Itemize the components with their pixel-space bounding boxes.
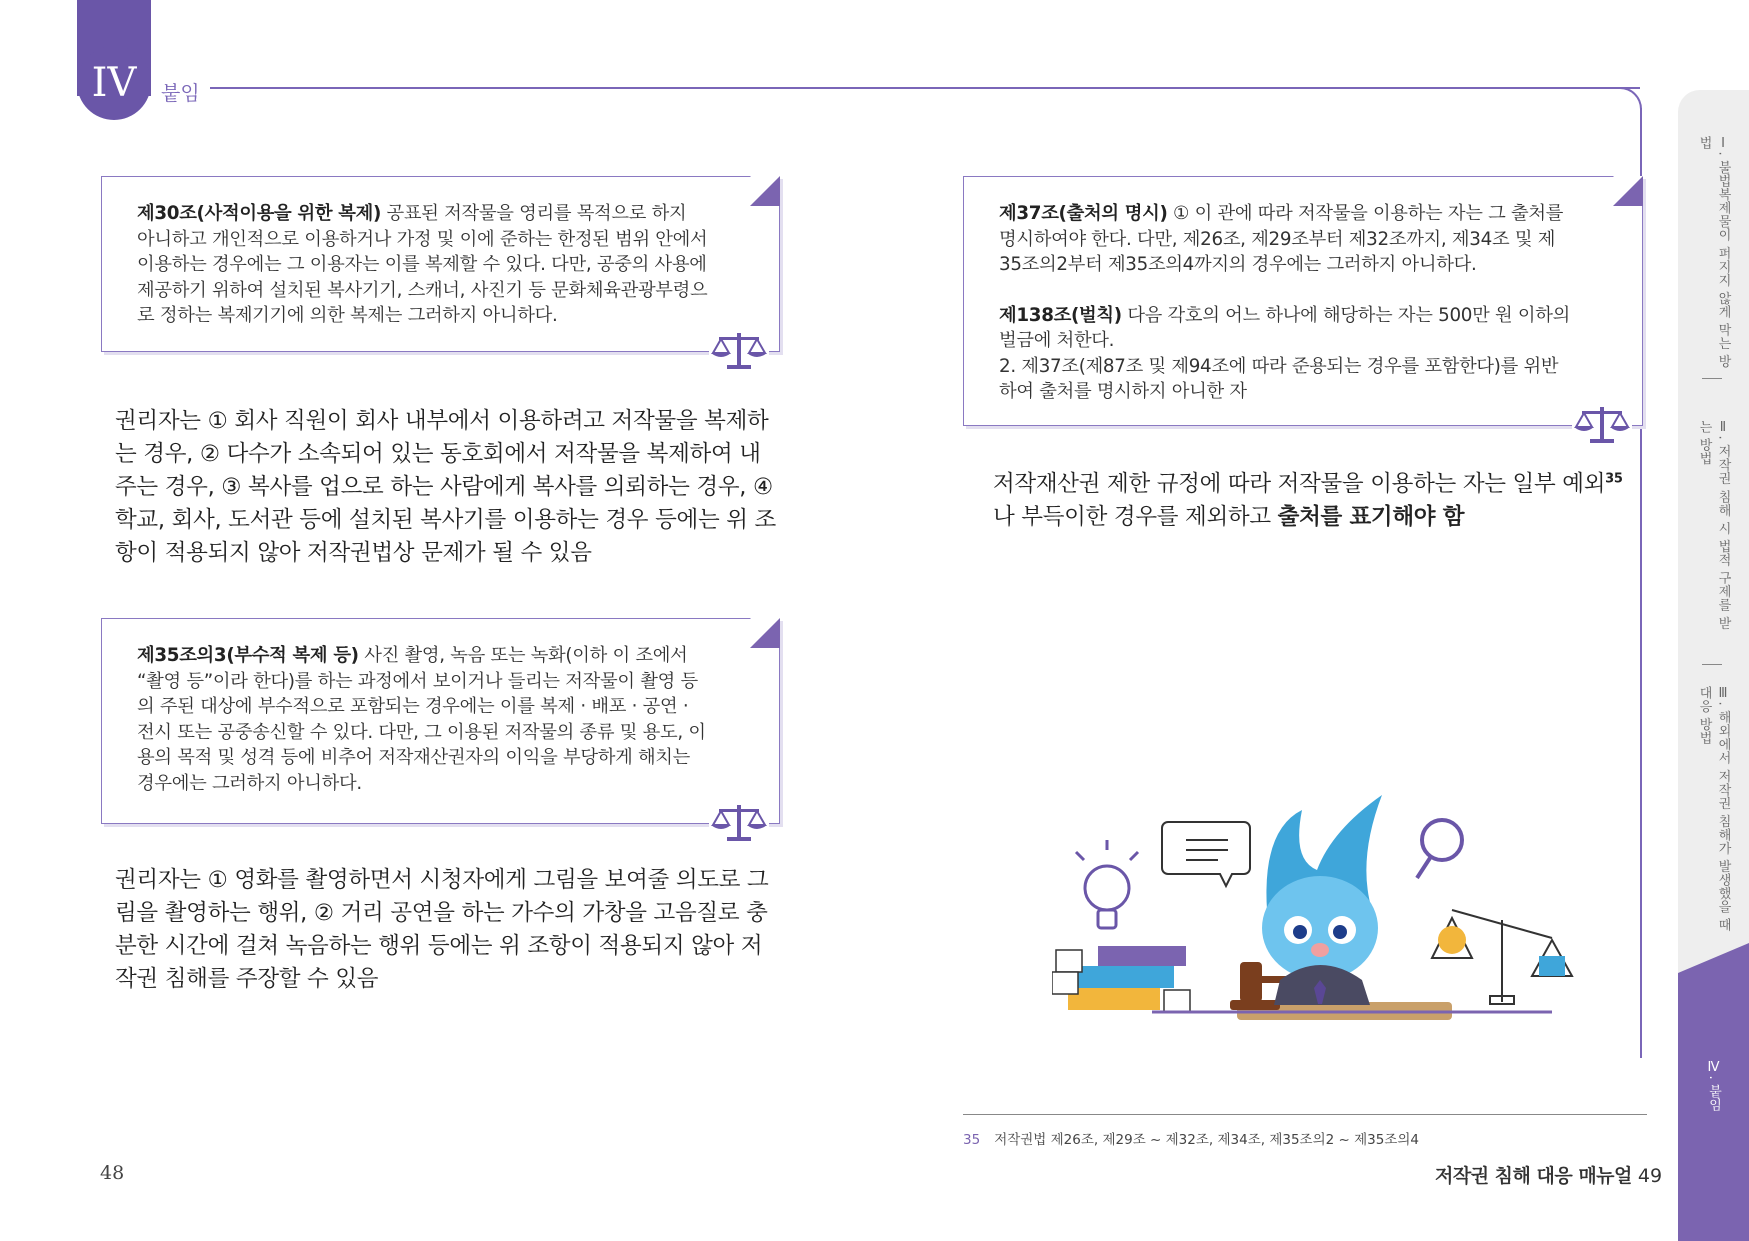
explanation-article-30: 권리자는 ① 회사 직원이 회사 내부에서 이용하려고 저작물을 복제하는 경우, ② 다수가 소속되어 있는 동호회에서 저작물을 복제하여 내주는 경우, ③ 복사를 업으로 하는 사람에게 복사를 의뢰하는 경우, ④ 학교, 회사, 도서관 등에 설치된 복사기를 이용하는 경우 등에는 위 조항이 적용되지 않아 저작권법상 문제가 될 수 있음 <box>115 408 776 566</box>
scales-icon <box>709 799 769 845</box>
law-title: 제37조(출처의 명시) <box>999 203 1168 224</box>
law-text: 제30조(사적이용을 위한 복제) 공표된 저작물을 영리를 목적으로 하지 아니하고 개인적으로 이용하거나 가정 및 이에 준하는 한정된 범위 안에서 이용하는 경우에는 그 이용자는 이를 복제할 수 있다. 다만, 공중의 사용에 제공하기 위하여 설치된 복사기기, 스캐너, 사진기 등 문화체육관광부령으로 정하는 복제기기에 의한 복제는 그러하지 아니하다. <box>137 203 708 326</box>
corner-fold <box>1613 176 1643 206</box>
footnote-rule <box>963 1114 1647 1115</box>
header-rule-corner <box>1620 87 1642 109</box>
scales-icon <box>1572 401 1632 447</box>
chapter-numeral: IV <box>77 46 151 120</box>
law-text: 제35조의3(부수적 복제 등) 사진 촬영, 녹음 또는 녹화(이하 이 조에서 “촬영 등”이라 한다)를 하는 과정에서 보이거나 들리는 저작물이 촬영 등의 주된 대상에 부수적으로 포함되는 경우에는 이를 복제 · 배포 · 공연 · 전시 또는 공중송신할 수 있다. 다만, 그 이용된 저작물의 종류 및 용도, 이용의 목적 및 성격 등에 비추어 저작재산권자의 이익을 부당하게 해치는 경우에는 그러하지 아니하다. <box>137 645 706 794</box>
page-number-right: 49 <box>1637 1165 1663 1187</box>
mascot-character <box>1262 795 1382 1005</box>
corner-fold <box>750 176 780 206</box>
manual-title: 저작권 침해 대응 매뉴얼 <box>1435 1165 1632 1187</box>
side-tab-chapter-3[interactable]: Ⅲ. 해외에서 저작권 침해가 발생했을 때 대응 방법 <box>1696 686 1731 932</box>
explanation-article-37: 저작재산권 제한 규정에 따라 저작물을 이용하는 자는 일부 예외$^{35}$나 부득이한 경우를 제외하고 출처를 표기해야 함 <box>993 471 1623 530</box>
law-box-article-30 <box>101 176 780 352</box>
side-tab-divider <box>1702 378 1722 379</box>
law-text-138: 제138조(벌칙) 다음 각호의 어느 하나에 해당하는 자는 500만 원 이하의 벌금에 처한다. 2. 제37조(제87조 및 제94조에 따라 준용되는 경우를 포함한다)를 위반하여 출처를 명시하지 아니한 자 <box>999 304 1570 402</box>
mascot-judge-illustration <box>1052 790 1592 1030</box>
law-box-article-37-138 <box>963 176 1643 426</box>
footnote-ref[interactable]: 35 <box>1605 471 1623 487</box>
law-title: 제35조의3(부수적 복제 등) <box>137 645 359 666</box>
explanation-article-35-3: 권리자는 ① 영화를 촬영하면서 시청자에게 그림을 보여줄 의도로 그림을 촬영하는 행위, ② 거리 공연을 하는 가수의 가창을 고음질로 충분한 시간에 걸쳐 녹음하는 행위 등에는 위 조항이 적용되지 않아 저작권 침해를 주장할 수 있음 <box>115 867 769 992</box>
footnote-text: 저작권법 제26조, 제29조 ~ 제32조, 제34조, 제35조의2 ~ 제35조의4 <box>994 1132 1419 1148</box>
magnifier-icon <box>1417 820 1462 878</box>
side-tab-active-cut <box>1678 943 1749 973</box>
law-box-article-35-3 <box>101 618 780 824</box>
side-tab-chapter-4[interactable]: Ⅳ. 붙임 <box>1706 1060 1721 1112</box>
law-title: 제30조(사적이용을 위한 복제) <box>137 203 382 224</box>
speech-bubble-icon <box>1162 822 1250 886</box>
header-rule <box>210 87 1640 89</box>
lightbulb-icon <box>1076 840 1138 928</box>
books-icon <box>1052 946 1190 1012</box>
law-text-37: 제37조(출처의 명시) ① 이 관에 따라 저작물을 이용하는 자는 그 출처를 명시하여야 한다. 다만, 제26조, 제29조부터 제32조까지, 제34조 및 제35조의2부터 제35조의4까지의 경우에는 그러하지 아니하다. <box>999 203 1564 275</box>
footnote <box>963 1128 1419 1148</box>
law-title: 제138조(벌칙) <box>999 304 1122 326</box>
side-tab-chapter-2[interactable]: Ⅱ. 저작권 침해 시 법적 구제를 받는 방법 <box>1696 420 1731 630</box>
page-footer-right <box>1435 1161 1662 1188</box>
scales-icon <box>709 327 769 373</box>
corner-fold <box>750 618 780 648</box>
page-number-left: 48 <box>100 1162 125 1184</box>
side-tab-divider <box>1702 664 1722 665</box>
side-tab-chapter-1[interactable]: Ⅰ. 불법복제물이 퍼지지 않게 막는 방법 <box>1696 136 1731 369</box>
chapter-name: 붙임 <box>161 81 200 105</box>
footnote-number: 35 <box>963 1132 981 1148</box>
